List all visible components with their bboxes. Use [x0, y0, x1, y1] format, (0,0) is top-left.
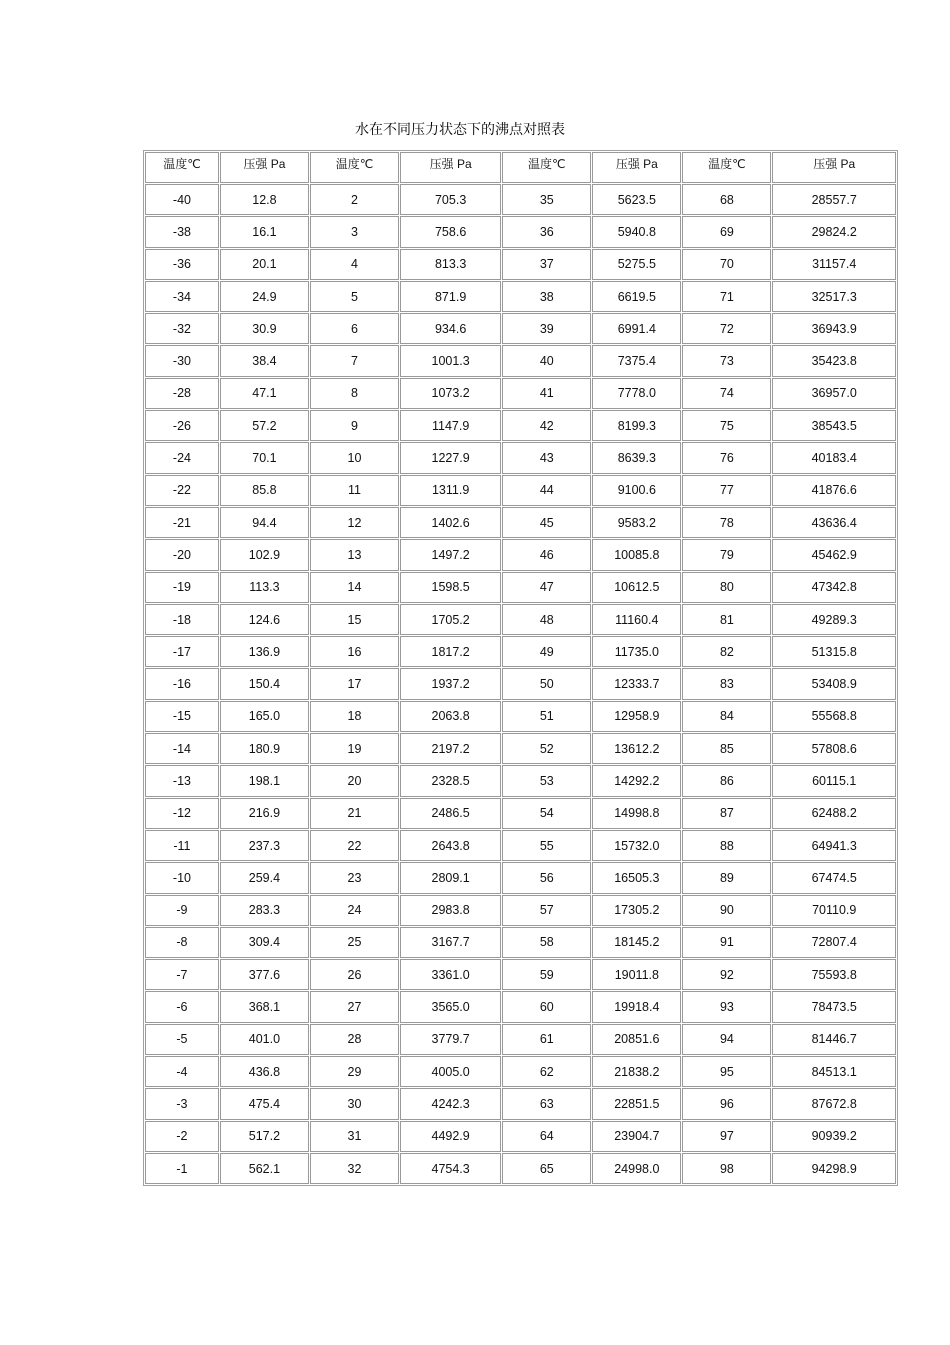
- temperature-cell: 35: [502, 184, 591, 215]
- pressure-cell: 2486.5: [400, 798, 501, 829]
- pressure-cell: 32517.3: [772, 281, 896, 312]
- pressure-cell: 47.1: [220, 378, 309, 409]
- temperature-cell: 91: [682, 927, 771, 958]
- temperature-cell: 88: [682, 830, 771, 861]
- pressure-cell: 7778.0: [592, 378, 681, 409]
- temperature-cell: 20: [310, 765, 399, 796]
- temperature-cell: -9: [145, 895, 219, 926]
- pressure-cell: 14998.8: [592, 798, 681, 829]
- column-header-temperature: 温度℃: [310, 152, 399, 183]
- temperature-cell: -18: [145, 604, 219, 635]
- pressure-cell: 1147.9: [400, 410, 501, 441]
- pressure-cell: 22851.5: [592, 1088, 681, 1119]
- table-row: [145, 636, 896, 667]
- temperature-cell: 54: [502, 798, 591, 829]
- pressure-cell: 85.8: [220, 475, 309, 506]
- temperature-cell: 62: [502, 1056, 591, 1087]
- temperature-cell: 64: [502, 1121, 591, 1152]
- table-row: [145, 184, 896, 215]
- table-row: [145, 733, 896, 764]
- temperature-cell: 73: [682, 345, 771, 376]
- pressure-cell: 3565.0: [400, 991, 501, 1022]
- pressure-cell: 47342.8: [772, 572, 896, 603]
- table-row: [145, 862, 896, 893]
- pressure-cell: 1497.2: [400, 539, 501, 570]
- table-row: [145, 442, 896, 473]
- pressure-cell: 259.4: [220, 862, 309, 893]
- temperature-cell: -4: [145, 1056, 219, 1087]
- temperature-cell: 77: [682, 475, 771, 506]
- temperature-cell: 36: [502, 216, 591, 247]
- temperature-cell: -21: [145, 507, 219, 538]
- temperature-cell: 65: [502, 1153, 591, 1184]
- temperature-cell: 26: [310, 959, 399, 990]
- temperature-cell: 41: [502, 378, 591, 409]
- pressure-cell: 30.9: [220, 313, 309, 344]
- table-row: [145, 1056, 896, 1087]
- pressure-cell: 11160.4: [592, 604, 681, 635]
- temperature-cell: 79: [682, 539, 771, 570]
- pressure-cell: 16.1: [220, 216, 309, 247]
- pressure-cell: 31157.4: [772, 249, 896, 280]
- pressure-cell: 62488.2: [772, 798, 896, 829]
- pressure-cell: 6991.4: [592, 313, 681, 344]
- temperature-cell: -16: [145, 668, 219, 699]
- pressure-cell: 5623.5: [592, 184, 681, 215]
- pressure-cell: 1937.2: [400, 668, 501, 699]
- pressure-cell: 36957.0: [772, 378, 896, 409]
- pressure-cell: 1705.2: [400, 604, 501, 635]
- temperature-cell: 70: [682, 249, 771, 280]
- pressure-cell: 4242.3: [400, 1088, 501, 1119]
- column-header-temperature: 温度℃: [145, 152, 219, 183]
- temperature-cell: 5: [310, 281, 399, 312]
- temperature-cell: 86: [682, 765, 771, 796]
- column-header-temperature: 温度℃: [682, 152, 771, 183]
- pressure-cell: 5940.8: [592, 216, 681, 247]
- temperature-cell: 76: [682, 442, 771, 473]
- pressure-cell: 24.9: [220, 281, 309, 312]
- table-header-row: [145, 152, 896, 183]
- temperature-cell: 85: [682, 733, 771, 764]
- temperature-cell: 98: [682, 1153, 771, 1184]
- temperature-cell: -1: [145, 1153, 219, 1184]
- pressure-cell: 94.4: [220, 507, 309, 538]
- pressure-cell: 7375.4: [592, 345, 681, 376]
- temperature-cell: 57: [502, 895, 591, 926]
- pressure-cell: 2983.8: [400, 895, 501, 926]
- pressure-cell: 70.1: [220, 442, 309, 473]
- temperature-cell: 75: [682, 410, 771, 441]
- temperature-cell: 60: [502, 991, 591, 1022]
- temperature-cell: 6: [310, 313, 399, 344]
- temperature-cell: 45: [502, 507, 591, 538]
- temperature-cell: 93: [682, 991, 771, 1022]
- temperature-cell: 74: [682, 378, 771, 409]
- temperature-cell: 43: [502, 442, 591, 473]
- pressure-cell: 2328.5: [400, 765, 501, 796]
- pressure-cell: 64941.3: [772, 830, 896, 861]
- pressure-cell: 57808.6: [772, 733, 896, 764]
- pressure-cell: 3167.7: [400, 927, 501, 958]
- temperature-cell: 44: [502, 475, 591, 506]
- temperature-cell: 18: [310, 701, 399, 732]
- temperature-cell: 58: [502, 927, 591, 958]
- temperature-cell: 96: [682, 1088, 771, 1119]
- temperature-cell: 4: [310, 249, 399, 280]
- pressure-cell: 1817.2: [400, 636, 501, 667]
- pressure-cell: 113.3: [220, 572, 309, 603]
- pressure-cell: 436.8: [220, 1056, 309, 1087]
- table-row: [145, 895, 896, 926]
- temperature-cell: 59: [502, 959, 591, 990]
- temperature-cell: -15: [145, 701, 219, 732]
- table-row: [145, 959, 896, 990]
- table-row: [145, 313, 896, 344]
- temperature-cell: 72: [682, 313, 771, 344]
- temperature-cell: 47: [502, 572, 591, 603]
- temperature-cell: 37: [502, 249, 591, 280]
- pressure-cell: 10612.5: [592, 572, 681, 603]
- pressure-cell: 45462.9: [772, 539, 896, 570]
- pressure-cell: 19918.4: [592, 991, 681, 1022]
- temperature-cell: 61: [502, 1024, 591, 1055]
- temperature-cell: 17: [310, 668, 399, 699]
- pressure-cell: 150.4: [220, 668, 309, 699]
- temperature-cell: 95: [682, 1056, 771, 1087]
- temperature-cell: 3: [310, 216, 399, 247]
- pressure-cell: 81446.7: [772, 1024, 896, 1055]
- pressure-cell: 517.2: [220, 1121, 309, 1152]
- temperature-cell: 40: [502, 345, 591, 376]
- pressure-cell: 38.4: [220, 345, 309, 376]
- column-header-temperature: 温度℃: [502, 152, 591, 183]
- temperature-cell: 11: [310, 475, 399, 506]
- temperature-cell: 87: [682, 798, 771, 829]
- temperature-cell: 15: [310, 604, 399, 635]
- pressure-cell: 11735.0: [592, 636, 681, 667]
- temperature-cell: 46: [502, 539, 591, 570]
- pressure-cell: 8199.3: [592, 410, 681, 441]
- temperature-cell: 13: [310, 539, 399, 570]
- temperature-cell: -28: [145, 378, 219, 409]
- pressure-cell: 12333.7: [592, 668, 681, 699]
- temperature-cell: -8: [145, 927, 219, 958]
- table-row: [145, 1153, 896, 1184]
- table-row: [145, 410, 896, 441]
- temperature-cell: 63: [502, 1088, 591, 1119]
- pressure-cell: 60115.1: [772, 765, 896, 796]
- table-row: [145, 701, 896, 732]
- pressure-cell: 13612.2: [592, 733, 681, 764]
- temperature-cell: 50: [502, 668, 591, 699]
- temperature-cell: 56: [502, 862, 591, 893]
- pressure-cell: 38543.5: [772, 410, 896, 441]
- temperature-cell: 81: [682, 604, 771, 635]
- pressure-cell: 15732.0: [592, 830, 681, 861]
- column-header-pressure: 压强 Pa: [400, 152, 501, 183]
- temperature-cell: 82: [682, 636, 771, 667]
- pressure-cell: 124.6: [220, 604, 309, 635]
- pressure-cell: 237.3: [220, 830, 309, 861]
- pressure-cell: 401.0: [220, 1024, 309, 1055]
- pressure-cell: 24998.0: [592, 1153, 681, 1184]
- pressure-cell: 165.0: [220, 701, 309, 732]
- temperature-cell: 28: [310, 1024, 399, 1055]
- temperature-cell: 52: [502, 733, 591, 764]
- temperature-cell: -12: [145, 798, 219, 829]
- temperature-cell: -11: [145, 830, 219, 861]
- pressure-cell: 10085.8: [592, 539, 681, 570]
- temperature-cell: -3: [145, 1088, 219, 1119]
- pressure-cell: 70110.9: [772, 895, 896, 926]
- temperature-cell: 32: [310, 1153, 399, 1184]
- pressure-cell: 9583.2: [592, 507, 681, 538]
- temperature-cell: 78: [682, 507, 771, 538]
- temperature-cell: 51: [502, 701, 591, 732]
- temperature-cell: 16: [310, 636, 399, 667]
- temperature-cell: 90: [682, 895, 771, 926]
- table-row: [145, 475, 896, 506]
- temperature-cell: 83: [682, 668, 771, 699]
- temperature-cell: 14: [310, 572, 399, 603]
- pressure-cell: 2197.2: [400, 733, 501, 764]
- table-row: [145, 927, 896, 958]
- temperature-cell: 49: [502, 636, 591, 667]
- pressure-cell: 283.3: [220, 895, 309, 926]
- pressure-cell: 2643.8: [400, 830, 501, 861]
- boiling-point-table: [143, 150, 898, 1186]
- pressure-cell: 90939.2: [772, 1121, 896, 1152]
- temperature-cell: -32: [145, 313, 219, 344]
- temperature-cell: 25: [310, 927, 399, 958]
- column-header-pressure: 压强 Pa: [592, 152, 681, 183]
- temperature-cell: -22: [145, 475, 219, 506]
- pressure-cell: 84513.1: [772, 1056, 896, 1087]
- temperature-cell: 48: [502, 604, 591, 635]
- pressure-cell: 49289.3: [772, 604, 896, 635]
- temperature-cell: -2: [145, 1121, 219, 1152]
- temperature-cell: 22: [310, 830, 399, 861]
- temperature-cell: 8: [310, 378, 399, 409]
- pressure-cell: 1598.5: [400, 572, 501, 603]
- pressure-cell: 198.1: [220, 765, 309, 796]
- temperature-cell: 10: [310, 442, 399, 473]
- pressure-cell: 87672.8: [772, 1088, 896, 1119]
- pressure-cell: 4492.9: [400, 1121, 501, 1152]
- pressure-cell: 18145.2: [592, 927, 681, 958]
- table-row: [145, 1024, 896, 1055]
- pressure-cell: 562.1: [220, 1153, 309, 1184]
- pressure-cell: 934.6: [400, 313, 501, 344]
- column-header-pressure: 压强 Pa: [220, 152, 309, 183]
- pressure-cell: 55568.8: [772, 701, 896, 732]
- table-row: [145, 1121, 896, 1152]
- pressure-cell: 57.2: [220, 410, 309, 441]
- pressure-cell: 53408.9: [772, 668, 896, 699]
- temperature-cell: -30: [145, 345, 219, 376]
- column-header-pressure: 压强 Pa: [772, 152, 896, 183]
- pressure-cell: 6619.5: [592, 281, 681, 312]
- pressure-cell: 4754.3: [400, 1153, 501, 1184]
- temperature-cell: 27: [310, 991, 399, 1022]
- pressure-cell: 14292.2: [592, 765, 681, 796]
- temperature-cell: 97: [682, 1121, 771, 1152]
- pressure-cell: 1227.9: [400, 442, 501, 473]
- table-row: [145, 378, 896, 409]
- pressure-cell: 180.9: [220, 733, 309, 764]
- temperature-cell: 2: [310, 184, 399, 215]
- pressure-cell: 9100.6: [592, 475, 681, 506]
- temperature-cell: 19: [310, 733, 399, 764]
- pressure-cell: 758.6: [400, 216, 501, 247]
- temperature-cell: 31: [310, 1121, 399, 1152]
- temperature-cell: -7: [145, 959, 219, 990]
- temperature-cell: -38: [145, 216, 219, 247]
- pressure-cell: 17305.2: [592, 895, 681, 926]
- temperature-cell: -34: [145, 281, 219, 312]
- pressure-cell: 12.8: [220, 184, 309, 215]
- pressure-cell: 1402.6: [400, 507, 501, 538]
- pressure-cell: 2809.1: [400, 862, 501, 893]
- table-row: [145, 765, 896, 796]
- pressure-cell: 75593.8: [772, 959, 896, 990]
- temperature-cell: 53: [502, 765, 591, 796]
- table-row: [145, 281, 896, 312]
- pressure-cell: 216.9: [220, 798, 309, 829]
- temperature-cell: -13: [145, 765, 219, 796]
- pressure-cell: 4005.0: [400, 1056, 501, 1087]
- temperature-cell: 23: [310, 862, 399, 893]
- pressure-cell: 12958.9: [592, 701, 681, 732]
- pressure-cell: 43636.4: [772, 507, 896, 538]
- pressure-cell: 67474.5: [772, 862, 896, 893]
- pressure-cell: 1311.9: [400, 475, 501, 506]
- temperature-cell: 92: [682, 959, 771, 990]
- table-row: [145, 572, 896, 603]
- pressure-cell: 36943.9: [772, 313, 896, 344]
- boiling-point-table-container: [143, 150, 898, 1186]
- table-row: [145, 991, 896, 1022]
- temperature-cell: -36: [145, 249, 219, 280]
- pressure-cell: 41876.6: [772, 475, 896, 506]
- pressure-cell: 368.1: [220, 991, 309, 1022]
- temperature-cell: -40: [145, 184, 219, 215]
- pressure-cell: 51315.8: [772, 636, 896, 667]
- pressure-cell: 21838.2: [592, 1056, 681, 1087]
- temperature-cell: -17: [145, 636, 219, 667]
- temperature-cell: 12: [310, 507, 399, 538]
- pressure-cell: 813.3: [400, 249, 501, 280]
- temperature-cell: -14: [145, 733, 219, 764]
- table-body: [145, 184, 896, 1184]
- pressure-cell: 20851.6: [592, 1024, 681, 1055]
- temperature-cell: 89: [682, 862, 771, 893]
- temperature-cell: -6: [145, 991, 219, 1022]
- temperature-cell: 24: [310, 895, 399, 926]
- table-row: [145, 507, 896, 538]
- pressure-cell: 5275.5: [592, 249, 681, 280]
- pressure-cell: 136.9: [220, 636, 309, 667]
- temperature-cell: 71: [682, 281, 771, 312]
- pressure-cell: 3361.0: [400, 959, 501, 990]
- pressure-cell: 705.3: [400, 184, 501, 215]
- table-row: [145, 216, 896, 247]
- pressure-cell: 35423.8: [772, 345, 896, 376]
- table-row: [145, 249, 896, 280]
- pressure-cell: 2063.8: [400, 701, 501, 732]
- pressure-cell: 1001.3: [400, 345, 501, 376]
- pressure-cell: 72807.4: [772, 927, 896, 958]
- temperature-cell: 39: [502, 313, 591, 344]
- pressure-cell: 475.4: [220, 1088, 309, 1119]
- temperature-cell: -20: [145, 539, 219, 570]
- pressure-cell: 377.6: [220, 959, 309, 990]
- temperature-cell: 30: [310, 1088, 399, 1119]
- pressure-cell: 8639.3: [592, 442, 681, 473]
- temperature-cell: 84: [682, 701, 771, 732]
- temperature-cell: 29: [310, 1056, 399, 1087]
- table-row: [145, 830, 896, 861]
- pressure-cell: 1073.2: [400, 378, 501, 409]
- temperature-cell: 68: [682, 184, 771, 215]
- temperature-cell: 42: [502, 410, 591, 441]
- pressure-cell: 3779.7: [400, 1024, 501, 1055]
- pressure-cell: 94298.9: [772, 1153, 896, 1184]
- temperature-cell: 9: [310, 410, 399, 441]
- temperature-cell: 80: [682, 572, 771, 603]
- temperature-cell: -10: [145, 862, 219, 893]
- temperature-cell: -26: [145, 410, 219, 441]
- pressure-cell: 19011.8: [592, 959, 681, 990]
- table-row: [145, 539, 896, 570]
- table-row: [145, 345, 896, 376]
- pressure-cell: 16505.3: [592, 862, 681, 893]
- temperature-cell: -19: [145, 572, 219, 603]
- table-row: [145, 1088, 896, 1119]
- page-title: 水在不同压力状态下的沸点对照表: [355, 122, 565, 138]
- pressure-cell: 28557.7: [772, 184, 896, 215]
- temperature-cell: -24: [145, 442, 219, 473]
- pressure-cell: 871.9: [400, 281, 501, 312]
- temperature-cell: 7: [310, 345, 399, 376]
- temperature-cell: -5: [145, 1024, 219, 1055]
- table-row: [145, 798, 896, 829]
- pressure-cell: 29824.2: [772, 216, 896, 247]
- temperature-cell: 69: [682, 216, 771, 247]
- pressure-cell: 20.1: [220, 249, 309, 280]
- pressure-cell: 23904.7: [592, 1121, 681, 1152]
- pressure-cell: 78473.5: [772, 991, 896, 1022]
- temperature-cell: 38: [502, 281, 591, 312]
- table-row: [145, 668, 896, 699]
- table-row: [145, 604, 896, 635]
- pressure-cell: 40183.4: [772, 442, 896, 473]
- pressure-cell: 102.9: [220, 539, 309, 570]
- pressure-cell: 309.4: [220, 927, 309, 958]
- temperature-cell: 94: [682, 1024, 771, 1055]
- temperature-cell: 55: [502, 830, 591, 861]
- temperature-cell: 21: [310, 798, 399, 829]
